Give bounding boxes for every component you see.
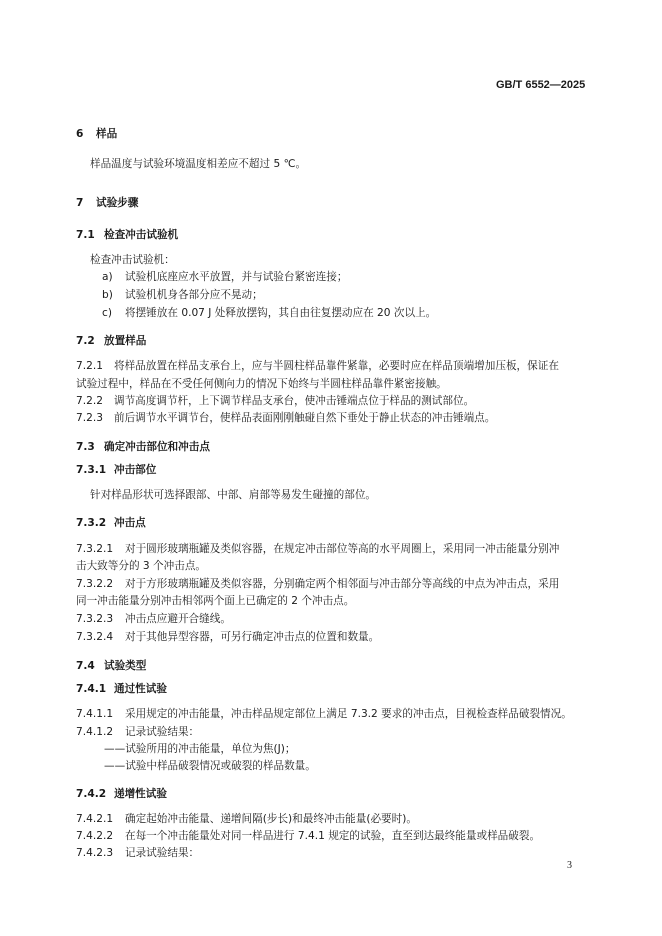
clause-number: 7.4.1.1 bbox=[76, 708, 114, 720]
section-number: 7.4.1 bbox=[76, 683, 107, 695]
clause-number: 7.3.2.4 bbox=[76, 631, 114, 643]
clause-number: 7.4.1.2 bbox=[76, 726, 114, 738]
section-heading: 试验步骤 bbox=[96, 197, 139, 209]
paragraph-line: 对于方形玻璃瓶罐及类似容器，分别确定两个相邻面与冲击部分等高线的中点为冲击点，采用 bbox=[125, 578, 560, 590]
clause-number: 7.2.1 bbox=[76, 360, 103, 372]
section-heading: 通过性试验 bbox=[114, 683, 167, 695]
section-number: 7.2 bbox=[76, 335, 95, 347]
paragraph-line: ——试验所用的冲击能量，单位为焦(J)； bbox=[104, 743, 296, 755]
paragraph-line: 对于圆形玻璃瓶罐及类似容器，在规定冲击部位等高的水平周圈上，采用同一冲击能量分别冲 bbox=[125, 543, 560, 555]
paragraph-line: 击大致等分的 3 个冲击点。 bbox=[76, 560, 207, 572]
section-heading: 样品 bbox=[96, 128, 118, 140]
paragraph-line: 试验机机身各部分应不晃动； bbox=[125, 289, 263, 301]
paragraph-line: 确定起始冲击能量、递增间隔(步长)和最终冲击能量(必要时)。 bbox=[125, 813, 417, 825]
clause-number: 7.4.2.2 bbox=[76, 830, 114, 842]
paragraph-line: 同一冲击能量分别冲击相邻两个面上已确定的 2 个冲击点。 bbox=[76, 595, 355, 607]
clause-number: 7.4.2.1 bbox=[76, 813, 114, 825]
clause-number: a) bbox=[102, 271, 113, 283]
paragraph-line: 将摆锤放在 0.07 J 处释放摆钩，其自由往复摆动应在 20 次以上。 bbox=[125, 307, 437, 319]
section-number: 7 bbox=[76, 197, 84, 209]
clause-number: 7.4.2.3 bbox=[76, 847, 114, 859]
section-heading: 递增性试验 bbox=[114, 788, 167, 800]
paragraph-line: 试验机底座应水平放置，并与试验台紧密连接； bbox=[125, 271, 348, 283]
section-number: 7.3.1 bbox=[76, 464, 107, 476]
section-number: 7.4.2 bbox=[76, 788, 107, 800]
paragraph-line: 针对样品形状可选择跟部、中部、肩部等易发生碰撞的部位。 bbox=[90, 489, 377, 501]
paragraph-line: 对于其他异型容器，可另行确定冲击点的位置和数量。 bbox=[125, 631, 380, 643]
section-number: 7.3.2 bbox=[76, 517, 107, 529]
paragraph-line: 冲击点应避开合缝线。 bbox=[125, 613, 231, 625]
paragraph-line: 将样品放置在样品支承台上，应与半圆柱样品靠件紧靠，必要时应在样品顶端增加压板，保证在 bbox=[114, 360, 559, 372]
clause-number: 7.3.2.2 bbox=[76, 578, 114, 590]
clause-number: 7.2.2 bbox=[76, 395, 103, 407]
section-number: 7.1 bbox=[76, 229, 95, 241]
clause-number: 7.3.2.1 bbox=[76, 543, 114, 555]
section-heading: 确定冲击部位和冲击点 bbox=[104, 441, 210, 453]
clause-number: 7.2.3 bbox=[76, 412, 103, 424]
clause-number: c) bbox=[102, 307, 112, 319]
page-number: 3 bbox=[567, 860, 572, 871]
section-number: 6 bbox=[76, 128, 84, 140]
clause-number: b) bbox=[102, 289, 113, 301]
paragraph-line: 记录试验结果： bbox=[125, 847, 200, 859]
section-heading: 放置样品 bbox=[104, 335, 147, 347]
paragraph-line: 记录试验结果： bbox=[125, 726, 200, 738]
section-heading: 冲击部位 bbox=[114, 464, 157, 476]
section-number: 7.4 bbox=[76, 660, 95, 672]
paragraph-line: 试验过程中，样品在不受任何侧向力的情况下始终与半圆柱样品靠件紧密接触。 bbox=[76, 378, 447, 390]
section-heading: 冲击点 bbox=[114, 517, 146, 529]
paragraph-line: 调节高度调节杆，上下调节样品支承台，使冲击锤端点位于样品的测试部位。 bbox=[114, 395, 475, 407]
paragraph-line: 检查冲击试验机： bbox=[90, 254, 175, 266]
paragraph-line: ——试验中样品破裂情况或破裂的样品数量。 bbox=[104, 760, 316, 772]
clause-number: 7.3.2.3 bbox=[76, 613, 114, 625]
section-heading: 试验类型 bbox=[104, 660, 147, 672]
paragraph-line: 样品温度与试验环境温度相差应不超过 5 ℃。 bbox=[90, 158, 307, 170]
paragraph-line: 采用规定的冲击能量，冲击样品规定部位上满足 7.3.2 要求的冲击点，目视检查样品破裂情况。 bbox=[125, 708, 572, 720]
section-heading: 检查冲击试验机 bbox=[104, 229, 179, 241]
standard-number: GB/T 6552—2025 bbox=[496, 79, 586, 91]
section-number: 7.3 bbox=[76, 441, 95, 453]
paragraph-line: 前后调节水平调节台，使样品表面刚刚触碰自然下垂处于静止状态的冲击锤端点。 bbox=[114, 412, 496, 424]
paragraph-line: 在每一个冲击能量处对同一样品进行 7.4.1 规定的试验，直至到达最终能量或样品破裂。 bbox=[125, 830, 541, 842]
